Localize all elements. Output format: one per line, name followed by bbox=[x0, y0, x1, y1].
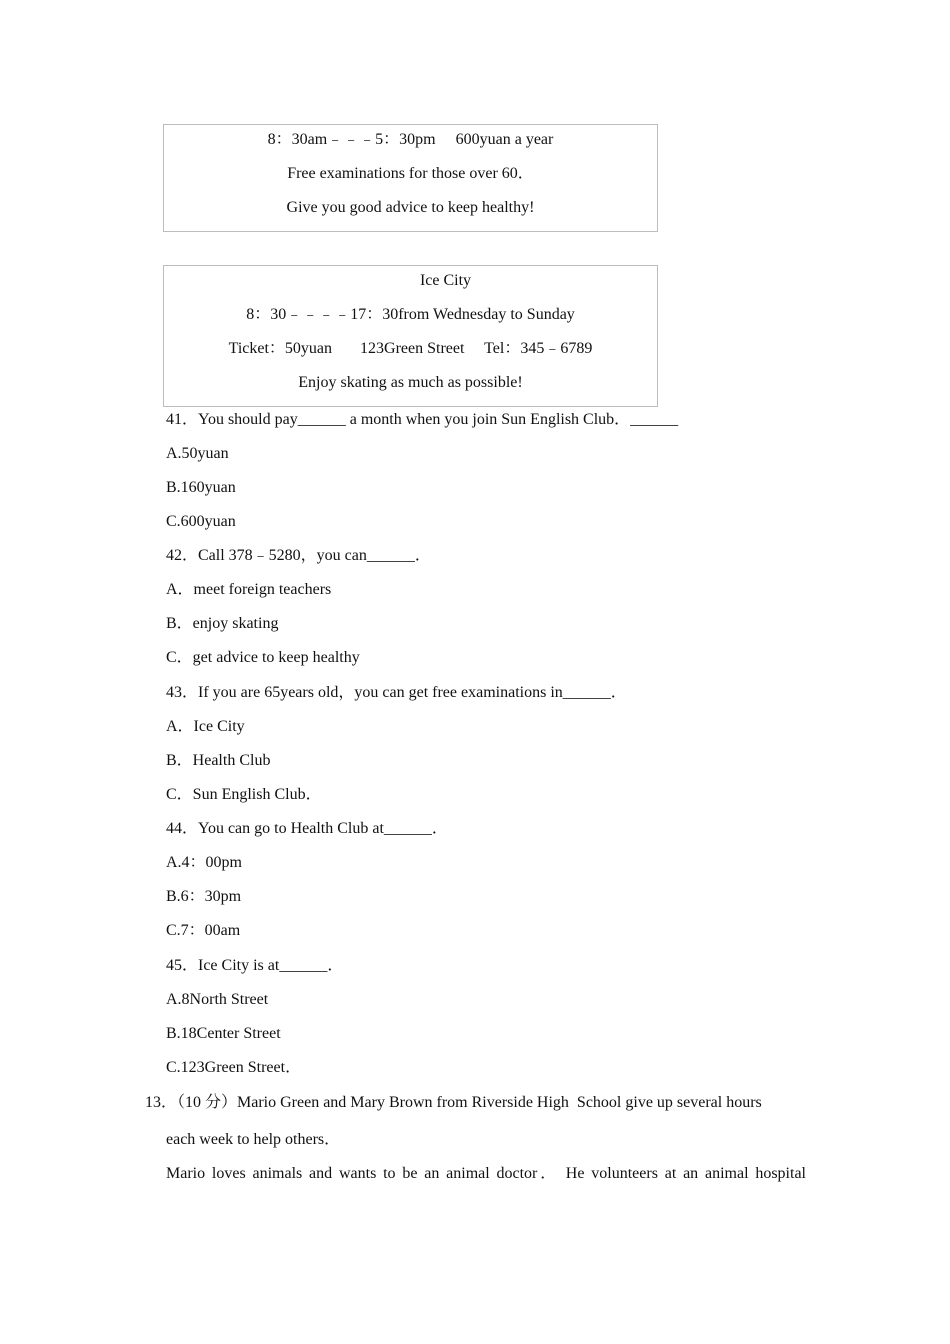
option: A．Ice City bbox=[166, 718, 245, 735]
option: C.600yuan bbox=[166, 513, 236, 530]
section-13-text: each week to help others． bbox=[166, 1131, 341, 1148]
option: B.160yuan bbox=[166, 479, 236, 496]
question-43: 43．If you are 65years old，you can get free examinations in______． bbox=[166, 684, 627, 701]
option: A．meet foreign teachers bbox=[166, 581, 332, 598]
option: B.18Center Street bbox=[166, 1025, 281, 1042]
section-13-text: Mario loves animals and wants to be an animal doctor． He volunteers at an animal hospital bbox=[166, 1165, 806, 1182]
notice-ticket-address-tel: Ticket：50yuan 123Green Street Tel：345﹣6789 bbox=[228, 340, 593, 357]
option: A.8North Street bbox=[166, 991, 269, 1008]
option: A.50yuan bbox=[166, 445, 229, 462]
option: B．enjoy skating bbox=[166, 615, 279, 632]
option: C．get advice to keep healthy bbox=[166, 649, 360, 666]
notice-hours-fee: 8：30am﹣﹣﹣5：30pm 600yuan a year bbox=[267, 131, 554, 148]
notice-advice: Give you good advice to keep healthy! bbox=[286, 199, 535, 216]
notice-slogan: Enjoy skating as much as possible! bbox=[298, 374, 523, 391]
question-44: 44．You can go to Health Club at______． bbox=[166, 820, 448, 837]
option: C.7：00am bbox=[166, 922, 241, 939]
section-13-heading: 13．（10 分）Mario Green and Mary Brown from Riverside High School give up several hours bbox=[145, 1094, 762, 1111]
question-42: 42．Call 378﹣5280，you can______． bbox=[166, 547, 431, 564]
notice-hours: 8：30﹣﹣﹣﹣17：30from Wednesday to Sunday bbox=[246, 306, 575, 323]
health-club-notice bbox=[163, 124, 658, 232]
option: B.6：30pm bbox=[166, 888, 242, 905]
ice-city-notice bbox=[163, 265, 658, 407]
option: C.123Green Street． bbox=[166, 1059, 302, 1076]
notice-free-exam: Free examinations for those over 60． bbox=[287, 165, 534, 182]
option: B．Health Club bbox=[166, 752, 271, 769]
notice-title: Ice City bbox=[419, 272, 472, 289]
question-41: 41．You should pay______ a month when you join Sun English Club．______ bbox=[166, 411, 679, 428]
question-45: 45．Ice City is at______． bbox=[166, 957, 344, 974]
option: A.4：00pm bbox=[166, 854, 243, 871]
option: C．Sun English Club． bbox=[166, 786, 322, 803]
